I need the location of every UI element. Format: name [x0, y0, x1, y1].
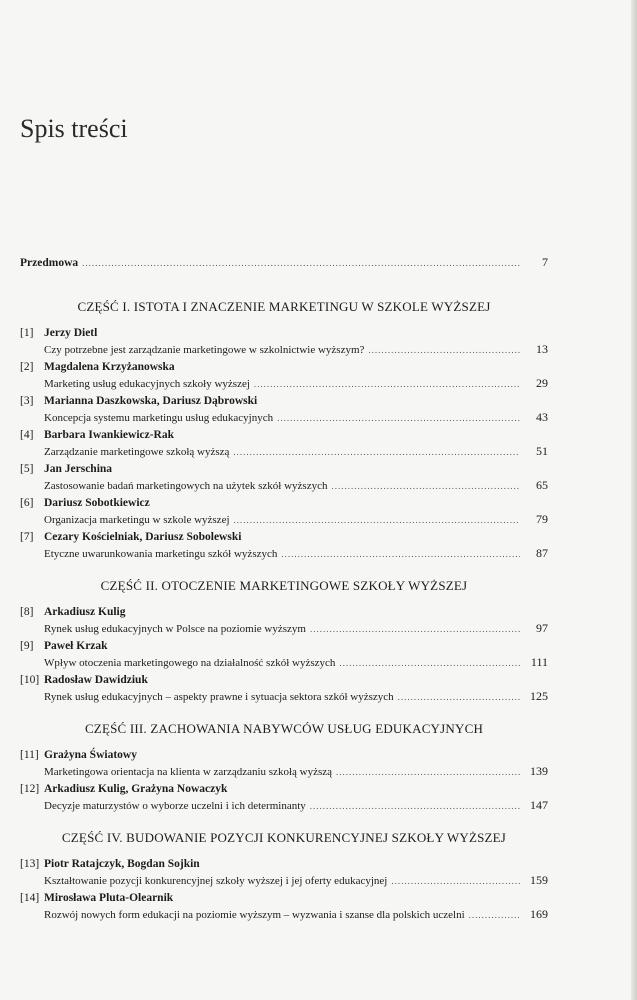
page-number: 29 — [536, 376, 548, 390]
leader-dots — [336, 764, 520, 780]
entry-author: Mirosława Pluta-Olearnik — [44, 892, 174, 904]
toc-preface[interactable] — [20, 254, 548, 271]
entry-number: [11] — [20, 749, 39, 761]
entry-number: [8] — [20, 606, 34, 618]
entry-title: Kształtowanie pozycji konkurencyjnej szkoły wyższej i jej oferty edukacyjnej — [44, 875, 388, 887]
toc-entry[interactable] — [20, 890, 548, 923]
page-number: 97 — [536, 621, 548, 635]
entry-title: Wpływ otoczenia marketingowego na działalność szkół wyższych — [44, 657, 336, 669]
entry-number: [9] — [20, 640, 34, 652]
leader-dots — [368, 342, 520, 358]
toc-entry[interactable] — [20, 461, 548, 494]
entry-author: Radosław Dawidziuk — [44, 674, 148, 686]
entry-title: Zastosowanie badań marketingowych na użytek szkół wyższych — [44, 480, 328, 492]
entry-author: Dariusz Sobotkiewicz — [44, 497, 150, 509]
section-title: CZĘŚĆ II. OTOCZENIE MARKETINGOWE SZKOŁY WYŻSZEJ — [100, 578, 468, 593]
leader-dots — [398, 689, 520, 705]
leader-dots — [82, 255, 520, 271]
entry-author: Cezary Kościelniak, Dariusz Sobolewski — [44, 531, 242, 543]
toc-entry[interactable] — [20, 393, 548, 426]
leader-dots — [469, 907, 520, 923]
page-number: 65 — [536, 478, 548, 492]
toc-entry[interactable] — [20, 359, 548, 392]
preface-label: Przedmowa — [20, 257, 79, 269]
entry-author: Marianna Daszkowska, Dariusz Dąbrowski — [44, 395, 258, 407]
entry-title: Decyzje maturzystów o wyborze uczelni i ich determinanty — [44, 800, 306, 812]
leader-dots — [339, 655, 520, 671]
leader-dots — [277, 410, 520, 426]
page-number: 147 — [530, 798, 548, 812]
page-number: 43 — [536, 410, 548, 424]
entry-author: Jerzy Dietl — [44, 327, 98, 339]
entry-author: Arkadiusz Kulig — [44, 606, 126, 618]
entry-title: Organizacja marketingu w szkole wyższej — [44, 514, 230, 526]
toc-entry[interactable] — [20, 604, 548, 637]
toc-entry[interactable] — [20, 672, 548, 705]
section-title: CZĘŚĆ IV. BUDOWANIE POZYCJI KONKURENCYJNEJ SZKOŁY WYŻSZEJ — [61, 830, 507, 845]
toc-entry[interactable] — [20, 856, 548, 889]
table-of-contents — [20, 254, 548, 924]
page-number: 125 — [530, 689, 548, 703]
toc-entry[interactable] — [20, 495, 548, 528]
entry-title: Rozwój nowych form edukacji na poziomie wyższym – wyzwania i szanse dla polskich uczelni — [44, 909, 465, 921]
entry-number: [14] — [20, 892, 40, 904]
page-number: 87 — [536, 546, 548, 560]
toc-entry[interactable] — [20, 781, 548, 814]
page-number: 51 — [536, 444, 548, 458]
entry-title: Marketingowa orientacja na klienta w zarządzaniu szkołą wyższą — [44, 766, 333, 778]
entry-author: Jan Jerschina — [44, 463, 113, 475]
section-3 — [20, 721, 548, 814]
leader-dots — [281, 546, 520, 562]
entry-number: [5] — [20, 463, 34, 475]
section-4 — [20, 830, 548, 923]
toc-entry[interactable] — [20, 747, 548, 780]
entry-number: [2] — [20, 361, 34, 373]
section-1 — [20, 299, 548, 562]
entry-author: Arkadiusz Kulig, Grażyna Nowaczyk — [44, 783, 228, 795]
entry-number: [12] — [20, 783, 40, 795]
entry-title: Czy potrzebne jest zarządzanie marketingowe w szkolnictwie wyższym? — [44, 344, 365, 356]
entry-author: Paweł Krzak — [44, 640, 108, 652]
entry-author: Grażyna Światowy — [44, 749, 137, 761]
section-title: CZĘŚĆ III. ZACHOWANIA NABYWCÓW USŁUG EDUKACYJNYCH — [84, 721, 484, 736]
entry-title: Etyczne uwarunkowania marketingu szkół wyższych — [44, 548, 278, 560]
toc-entry[interactable] — [20, 529, 548, 562]
entry-author: Magdalena Krzyżanowska — [44, 361, 175, 373]
toc-entry[interactable] — [20, 638, 548, 671]
entry-number: [1] — [20, 327, 34, 339]
entry-number: [3] — [20, 395, 34, 407]
leader-dots — [254, 376, 520, 392]
entry-number: [6] — [20, 497, 34, 509]
page-number: 13 — [536, 342, 548, 356]
leader-dots — [391, 873, 520, 889]
entry-title: Zarządzanie marketingowe szkołą wyższą — [44, 446, 230, 458]
entry-number: [4] — [20, 429, 34, 441]
entry-author: Barbara Iwankiewicz-Rak — [44, 429, 175, 441]
leader-dots — [331, 478, 520, 494]
entry-title: Marketing usług edukacyjnych szkoły wyższej — [44, 378, 250, 390]
entry-number: [13] — [20, 858, 40, 870]
toc-entry[interactable] — [20, 427, 548, 460]
entry-title: Koncepcja systemu marketingu usług edukacyjnych — [44, 412, 274, 424]
section-title: CZĘŚĆ I. ISTOTA I ZNACZENIE MARKETINGU W SZKOLE WYŻSZEJ — [77, 299, 491, 314]
page-number: 169 — [530, 907, 548, 921]
leader-dots — [310, 621, 520, 637]
leader-dots — [234, 512, 520, 528]
page-number: 139 — [530, 764, 548, 778]
entry-number: [10] — [20, 674, 40, 686]
entry-title: Rynek usług edukacyjnych w Polsce na poziomie wyższym — [44, 623, 306, 635]
page-edge — [631, 0, 637, 1000]
toc-entry[interactable] — [20, 325, 548, 358]
leader-dots — [233, 444, 520, 460]
page-number: 79 — [536, 512, 548, 526]
entry-author: Piotr Ratajczyk, Bogdan Sojkin — [44, 858, 200, 870]
page-number: 111 — [530, 655, 548, 669]
page-title: Spis treści — [20, 114, 128, 143]
entry-number: [7] — [20, 531, 34, 543]
page-number: 159 — [530, 873, 548, 887]
section-2 — [20, 578, 548, 705]
entry-title: Rynek usług edukacyjnych – aspekty prawne i sytuacja sektora szkół wyższych — [44, 691, 394, 703]
page-number: 7 — [542, 255, 548, 269]
leader-dots — [310, 798, 520, 814]
